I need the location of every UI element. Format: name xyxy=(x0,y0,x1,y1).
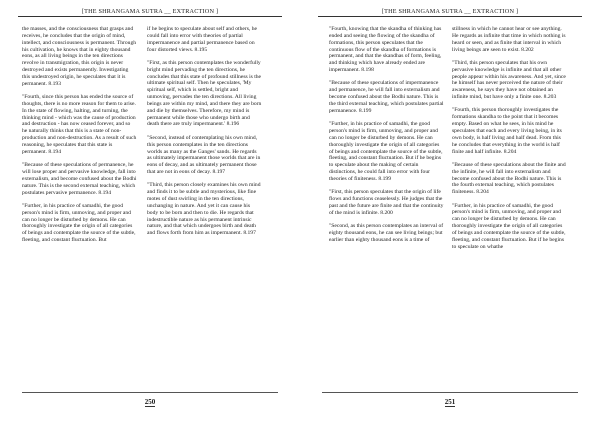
page-header xyxy=(318,8,582,15)
paragraph: "Second, as this person contemplates an interval of eighty thousand eons, he can see living beings; but earlier than eighty thousand eons is a time of xyxy=(329,223,444,243)
paragraph: "First, this person speculates that the origin of life flows and functions ceaselessly. He judges that the past and the future are finite and that the continuity of the mind is infinite. 8.200 xyxy=(329,189,444,216)
paragraph: "First, as this person contemplates the wonderfully bright mind pervading the ten directions, he concludes that this state of profound stillness is the ultimate spiritual self. Then he speculates, 'My spiritual self, which is settled, bright and unmoving, pervades the ten directions. All living beings are within my mind, and there they are born and die by themselves. Therefore, my mind is permanent while those who undergo birth and death there are truly impermanent.' 8.196 xyxy=(147,59,262,128)
paragraph: if he begins to speculate about self and others, he could fall into error with theories of partial impermanence and partial permanence based on four distorted views. 8.195 xyxy=(147,26,257,53)
header-title: [THE SHRANGAMA SUTRA __ EXTRACTION ] xyxy=(381,8,519,15)
footer-rule xyxy=(322,392,578,393)
paragraph: "Fourth, this person thoroughly investigates the formations skandha to the point that it becomes empty. Based on what he sees, in his mind he speculates that each and every living being, in its own body, is half living and half dead. From this he concludes that everything in the world is half finite and half infinite. 8.204 xyxy=(452,107,562,155)
header-rule xyxy=(18,16,282,17)
page-number-text: 250 xyxy=(144,398,156,406)
page-header xyxy=(18,8,282,15)
left-column-b xyxy=(147,26,262,244)
paragraph: "Second, instead of contemplating his own mind, this person contemplates in the ten directions worlds as many as the Ganges' sands. He regards as ultimately impermanent those worlds that are in eons of decay, and as ultimately permanent those that are not in eons of decay. 8.197 xyxy=(147,134,261,176)
paragraph: "Further, in his practice of samadhi, the good person's mind is firm, unmoving, and proper and can no longer be disturbed by demons. He can thoroughly investigate the origin of all categories of beings and contemplate the source of the subtle, fleeting, and constant fluctuation. But if he begins to speculate about the making of certain distinctions, he could fall into error with four theories of finiteness. 8.199 xyxy=(329,121,443,182)
paragraph: "Further, in his practice of samadhi, the good person's mind is firm, unmoving, and proper and can no longer be disturbed by demons. He can thoroughly investigate the origin of all categories of beings and contemplate the source of the subtle, fleeting, and constant fluctuation. But if he begins to speculate on whathe xyxy=(452,202,566,250)
paragraph: the masses, and the consciousness that grasps and receives, he concludes that the origin of mind, intellect, and consciousness is permanent. Through his cultivation, he knows that in eighty thousand eons, as all living beings in the ten directions revolve in transmigration, this origin is never destroyed and exists permanently. Investigating this undestroyed origin, he speculates that it is permanent. 8.193 xyxy=(22,26,137,87)
page-number-text: 251 xyxy=(444,398,456,406)
paragraph: "Third, this person speculates that his own pervasive knowledge is infinite and that all other people appear within his awareness. And yet, since he himself has never perceived the nature of their awareness, he says they have not obtained an infinite mind, but have only a finite one. 8.203 xyxy=(452,59,566,101)
right-column-a xyxy=(329,26,444,250)
right-page xyxy=(300,0,600,424)
paragraph: "Fourth, knowing that the skandha of thinking has ended and seeing the flowing of the skandha of formations, this person speculates that the continuous flow of the skandha of formations is permanent, and that the skandhas of form, feeling, and thinking which have already ended are impermanent. 8.198 xyxy=(329,26,442,74)
header-title: [THE SHRANGAMA SUTRA __ EXTRACTION ] xyxy=(81,8,219,15)
paragraph: "Because of these speculations about the finite and the infinite, he will fall into externalism and become confused about the Bodhi nature. This is the fourth external teaching, which postulates finiteness. 8.204 xyxy=(452,161,566,196)
page-number xyxy=(0,398,300,406)
paragraph: stillness in which he cannot hear or see anything. He regards as infinite that time in which nothing is heard or seen, and as finite that interval in which living beings are seen to exist. 8.202 xyxy=(452,26,566,53)
left-column-a xyxy=(22,26,137,250)
paragraph: "Fourth, since this person has ended the source of thoughts, there is no more reason for them to arise. In the state of flowing, halting, and turning, the thinking mind - which was the cause of production and destruction - has now ceased forever, and so he naturally thinks that this is a state of non-production and non-destruction. As a result of such reasoning, he speculates that this state is permanent. 8.194 xyxy=(22,94,137,155)
paragraph: "Third, this person closely examines his own mind and finds it to be subtle and mysterious, like fine motes of dust swirling in the ten directions, unchanging in nature. And yet it can cause his body to be born and then to die. He regards that indestructible nature as his permanent intrinsic nature, and that which undergoes birth and death and flows forth from him as impermanent. 8.197 xyxy=(147,182,261,237)
header-rule xyxy=(318,16,582,17)
right-column-b xyxy=(452,26,567,257)
paragraph: "Because of these speculations of impermanence and permanence, he will fall into externalism and become confused about the Bodhi nature. This is the third external teaching, which postulates partial permanence. 8.199 xyxy=(329,80,444,114)
paragraph: "Further, in his practice of samadhi, the good person's mind is firm, unmoving, and proper and can no longer be disturbed by demons. He can thoroughly investigate the origin of all categories of beings and contemplate the source of the subtle, fleeting, and constant fluctuation. But xyxy=(22,202,136,244)
page-number xyxy=(300,398,600,406)
footer-rule xyxy=(22,392,278,393)
paragraph: "Because of these speculations of permanence, he will lose proper and pervasive knowledge, fall into externalism, and become confused about the Bodhi nature. This is the second external teaching, which postulates pervasive permanence. 8.194 xyxy=(22,162,137,196)
